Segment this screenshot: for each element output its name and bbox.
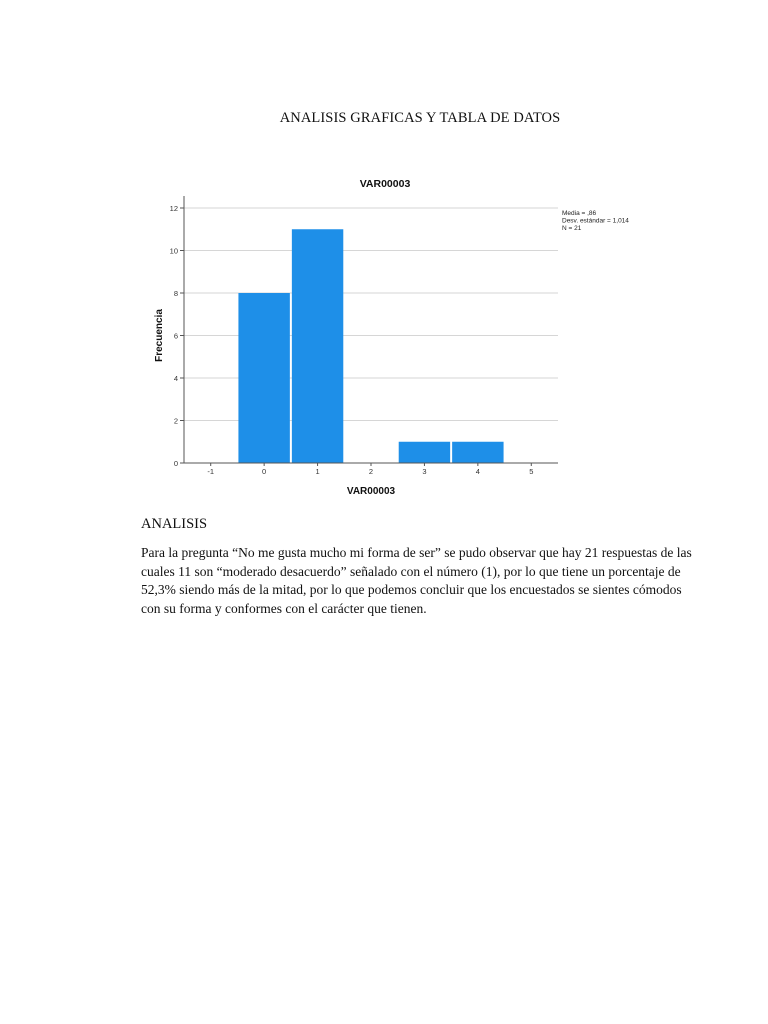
histogram-bar — [238, 293, 289, 463]
bars — [238, 229, 503, 463]
document-title: ANALISIS GRAFICAS Y TABLA DE DATOS — [279, 110, 561, 126]
labels — [154, 178, 629, 497]
x-tick-label: 3 — [422, 467, 427, 476]
y-tick-label: 10 — [169, 246, 178, 256]
y-tick-label: 12 — [169, 204, 178, 213]
histogram-chart — [150, 172, 650, 502]
x-tick-label: -1 — [207, 467, 215, 476]
y-axis-label: Frecuencia — [154, 309, 165, 362]
y-tick-label: 8 — [173, 289, 178, 298]
histogram-svg — [150, 172, 650, 502]
stats-line: Desv. estándar = 1,014 — [562, 217, 629, 225]
histogram-bar — [292, 229, 343, 463]
histogram-bar — [399, 442, 450, 463]
stats-line: Media = ,86 — [562, 210, 597, 217]
y-tick-label: 2 — [173, 416, 178, 426]
y-tick-label: 4 — [173, 374, 178, 383]
x-tick-label: 0 — [262, 467, 267, 476]
section-heading: ANALISIS — [141, 516, 208, 532]
y-tick-label: 6 — [173, 331, 178, 341]
x-tick-label: 5 — [529, 467, 534, 476]
histogram-bar — [452, 442, 503, 463]
y-tick-label: 0 — [173, 459, 178, 468]
stats-line: N = 21 — [562, 225, 582, 232]
analysis-paragraph: Para la pregunta “No me gusta mucho mi forma de ser” se pudo observar que hay 21 respuestas de las cuales 11 son “moderado desacuerdo” señalado con el número (1), por lo que tiene un porcentaje de 52,3% siendo más de la mitad, por lo que podemos concluir que los encuestados se sientes cómodos con su forma y conformes con el carácter que tienen. — [141, 545, 692, 616]
chart-title: VAR00003 — [359, 178, 411, 190]
x-tick-label: 4 — [475, 467, 480, 476]
x-tick-label: 1 — [315, 467, 320, 476]
axes — [180, 196, 558, 466]
x-tick-label: 2 — [368, 467, 374, 476]
x-axis-label: VAR00003 — [346, 486, 396, 497]
